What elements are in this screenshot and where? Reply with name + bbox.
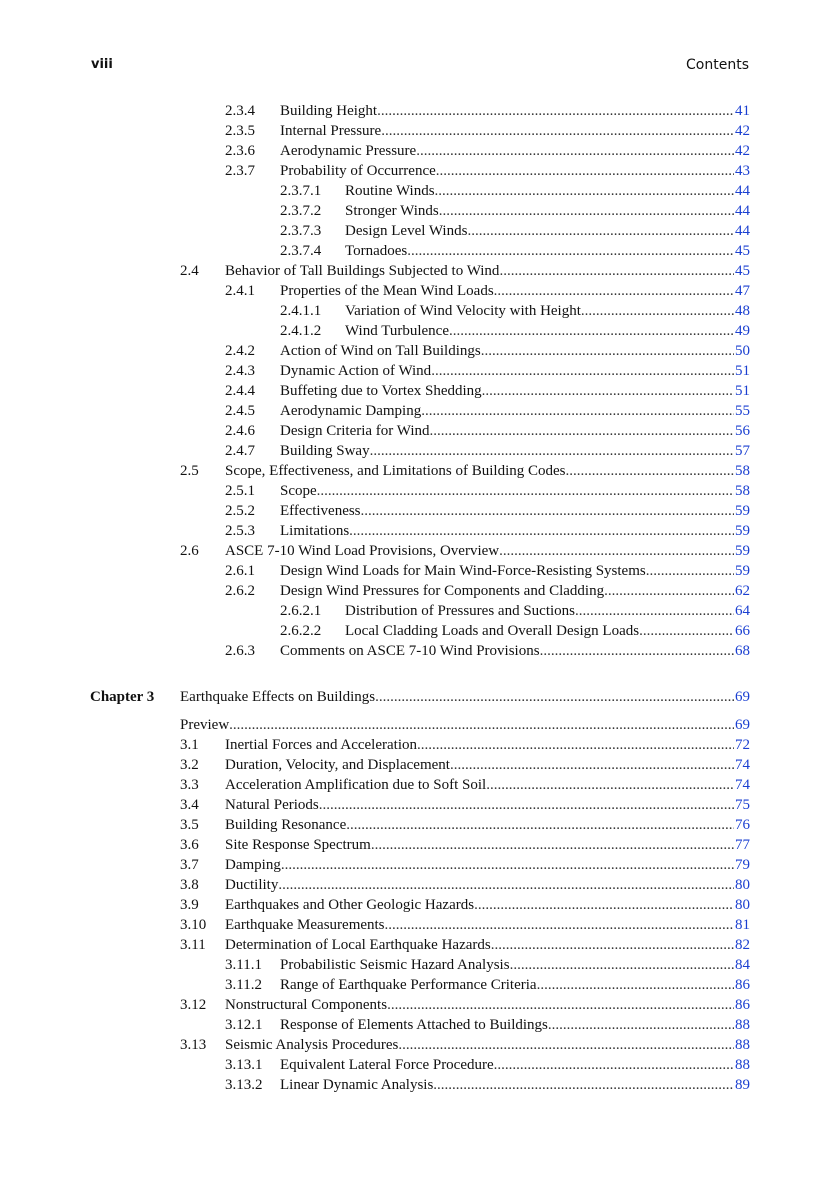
toc-entry-page-link[interactable]: 55	[735, 403, 750, 419]
toc-entry-line	[345, 601, 750, 621]
page-number: viii	[91, 57, 113, 72]
toc-entry[interactable]	[0, 421, 840, 441]
toc-entry-title: Earthquakes and Other Geologic Hazards	[225, 897, 475, 913]
toc-entry-number: 2.3.5	[225, 123, 255, 139]
toc-entry-title: Natural Periods	[225, 797, 319, 813]
toc-entry[interactable]	[0, 775, 840, 795]
leader-dots	[385, 915, 734, 935]
table-of-contents	[0, 101, 840, 1095]
toc-entry[interactable]	[0, 201, 840, 221]
toc-entry[interactable]	[0, 121, 840, 141]
leader-dots	[317, 481, 734, 501]
toc-entry-page-link[interactable]: 68	[735, 643, 750, 659]
toc-section-chapter-2	[0, 101, 840, 661]
toc-entry-page-link[interactable]: 58	[735, 483, 750, 499]
toc-entry[interactable]	[0, 301, 840, 321]
toc-entry-number: 2.5.1	[225, 483, 255, 499]
toc-entry[interactable]	[0, 561, 840, 581]
leader-dots	[548, 1015, 734, 1035]
toc-entry-line	[280, 161, 750, 181]
toc-entry-line	[225, 815, 750, 835]
toc-entry[interactable]	[0, 381, 840, 401]
toc-entry-line	[225, 755, 750, 775]
leader-dots	[540, 641, 734, 661]
toc-entry-number: 3.8	[180, 877, 199, 893]
toc-entry[interactable]	[0, 875, 840, 895]
toc-entry-number: 2.5	[180, 463, 199, 479]
toc-entry-page-link[interactable]: 76	[735, 817, 750, 833]
toc-entry-title: Variation of Wind Velocity with Height	[345, 303, 581, 319]
toc-entry[interactable]	[0, 1055, 840, 1075]
toc-entry-line	[280, 501, 750, 521]
toc-entry-page-link[interactable]: 88	[735, 1037, 750, 1053]
leader-dots	[499, 261, 734, 281]
toc-entry-title: Properties of the Mean Wind Loads	[280, 283, 494, 299]
toc-entry-number: 3.2	[180, 757, 199, 773]
toc-entry-number: 3.4	[180, 797, 199, 813]
toc-entry-title: Linear Dynamic Analysis	[280, 1077, 434, 1093]
toc-entry-page-link[interactable]: 62	[735, 583, 750, 599]
leader-dots	[349, 521, 734, 541]
toc-entry[interactable]	[0, 181, 840, 201]
toc-entry-title: Probability of Occurrence	[280, 163, 436, 179]
toc-entry-number: 2.4.2	[225, 343, 255, 359]
toc-entry-number: 3.13.1	[225, 1057, 263, 1073]
toc-entry[interactable]	[0, 321, 840, 341]
toc-entry-page-link[interactable]: 72	[735, 737, 750, 753]
toc-entry[interactable]	[0, 1075, 840, 1095]
toc-entry-page-link[interactable]: 47	[735, 283, 750, 299]
toc-entry-line	[280, 121, 750, 141]
toc-entry-page-link[interactable]: 86	[735, 997, 750, 1013]
toc-entry[interactable]	[0, 401, 840, 421]
toc-entry-title: Aerodynamic Damping	[280, 403, 422, 419]
toc-entry-title: Scope, Effectiveness, and Limitations of Building Codes	[225, 463, 566, 479]
toc-entry-title: Design Wind Loads for Main Wind-Force-Resisting Systems	[280, 563, 646, 579]
toc-entry-page-link[interactable]: 58	[735, 463, 750, 479]
toc-entry-number: 2.4.1	[225, 283, 255, 299]
leader-dots	[604, 581, 734, 601]
toc-entry-title: Routine Winds	[345, 183, 435, 199]
toc-entry[interactable]	[0, 835, 840, 855]
toc-entry-page-link[interactable]: 74	[735, 757, 750, 773]
toc-entry[interactable]	[0, 441, 840, 461]
toc-entry-title: Equivalent Lateral Force Procedure	[280, 1057, 494, 1073]
toc-entry-line	[345, 221, 750, 241]
leader-dots	[474, 895, 734, 915]
toc-entry-title: Distribution of Pressures and Suctions	[345, 603, 575, 619]
toc-entry-page-link[interactable]: 75	[735, 797, 750, 813]
toc-entry-page-link[interactable]: 56	[735, 423, 750, 439]
toc-entry[interactable]	[0, 715, 840, 735]
leader-dots	[377, 101, 734, 121]
toc-entry-title: Response of Elements Attached to Buildings	[280, 1017, 548, 1033]
toc-entry-title: Wind Turbulence	[345, 323, 449, 339]
toc-entry-line	[280, 281, 750, 301]
toc-entry[interactable]	[0, 975, 840, 995]
toc-entry[interactable]	[0, 501, 840, 521]
toc-entry[interactable]	[0, 341, 840, 361]
toc-entry-line	[225, 735, 750, 755]
toc-entry[interactable]	[0, 735, 840, 755]
toc-entry-line	[345, 301, 750, 321]
leader-dots	[436, 161, 734, 181]
leader-dots	[486, 775, 734, 795]
leader-dots	[371, 835, 734, 855]
toc-entry-page-link[interactable]: 51	[735, 363, 750, 379]
toc-entry-number: 3.5	[180, 817, 199, 833]
toc-entry-number: 2.4.6	[225, 423, 255, 439]
toc-entry-line	[345, 181, 750, 201]
toc-entry-number: 2.4.1.1	[280, 303, 322, 319]
toc-entry-number: 3.3	[180, 777, 199, 793]
toc-entry-line	[280, 421, 750, 441]
leader-dots	[398, 1035, 734, 1055]
toc-entry-number: 3.6	[180, 837, 199, 853]
toc-entry-page-link[interactable]: 59	[735, 503, 750, 519]
toc-entry[interactable]	[0, 101, 840, 121]
toc-entry-number: 2.3.7.4	[280, 243, 322, 259]
toc-entry-page-link[interactable]: 88	[735, 1057, 750, 1073]
toc-entry-line	[280, 101, 750, 121]
toc-entry-number: 2.6.2.2	[280, 623, 322, 639]
toc-entry-line	[280, 955, 750, 975]
leader-dots	[375, 687, 734, 707]
toc-entry-number: 2.6	[180, 543, 199, 559]
toc-entry-page-link[interactable]: 59	[735, 523, 750, 539]
toc-entry-number: 3.11.1	[225, 957, 262, 973]
toc-entry-line	[345, 241, 750, 261]
toc-entry-number: 3.11.2	[225, 977, 262, 993]
running-header-title: Contents	[686, 57, 749, 73]
toc-entry[interactable]	[0, 1015, 840, 1035]
toc-entry-title: Ductility	[225, 877, 279, 893]
toc-entry-title: Design Level Winds	[345, 223, 468, 239]
toc-entry-line	[280, 641, 750, 661]
toc-entry-number: 2.4	[180, 263, 199, 279]
leader-dots	[481, 341, 734, 361]
leader-dots	[433, 1075, 734, 1095]
toc-entry-line	[345, 321, 750, 341]
leader-dots	[229, 715, 734, 735]
toc-entry[interactable]	[0, 621, 840, 641]
leader-dots	[346, 815, 734, 835]
toc-entry-line	[225, 461, 750, 481]
toc-entry-page-link[interactable]: 44	[735, 223, 750, 239]
leader-dots	[381, 121, 734, 141]
toc-entry-page-link[interactable]: 84	[735, 957, 750, 973]
toc-entry-line	[225, 895, 750, 915]
toc-entry-page-link[interactable]: 49	[735, 323, 750, 339]
toc-entry-title: ASCE 7-10 Wind Load Provisions, Overview	[225, 543, 500, 559]
toc-entry[interactable]	[0, 141, 840, 161]
toc-entry-title: Duration, Velocity, and Displacement	[225, 757, 450, 773]
toc-entry-line	[280, 481, 750, 501]
toc-entry-title: Preview	[180, 717, 230, 733]
toc-entry-number: 2.4.1.2	[280, 323, 322, 339]
toc-entry[interactable]	[0, 895, 840, 915]
toc-entry-number: 2.6.1	[225, 563, 255, 579]
toc-entry-title: Seismic Analysis Procedures	[225, 1037, 399, 1053]
toc-entry-title: Buffeting due to Vortex Shedding	[280, 383, 482, 399]
leader-dots	[494, 281, 734, 301]
toc-entry-title: Earthquake Measurements	[225, 917, 385, 933]
toc-entry-page-link[interactable]: 74	[735, 777, 750, 793]
toc-entry[interactable]	[0, 755, 840, 775]
toc-entry-number: 2.4.4	[225, 383, 255, 399]
toc-entry-page-link[interactable]: 80	[735, 877, 750, 893]
leader-dots	[449, 321, 734, 341]
toc-entry-page-link[interactable]: 44	[735, 183, 750, 199]
toc-entry-title: Aerodynamic Pressure	[280, 143, 417, 159]
toc-entry-number: 2.3.4	[225, 103, 255, 119]
toc-entry-line	[180, 715, 750, 735]
toc-entry-title: Design Criteria for Wind	[280, 423, 430, 439]
leader-dots	[431, 361, 734, 381]
toc-entry-title: Scope	[280, 483, 317, 499]
toc-entry[interactable]	[0, 581, 840, 601]
toc-entry-line	[280, 581, 750, 601]
toc-entry-number: 3.10	[180, 917, 207, 933]
toc-entry-number: 2.6.2.1	[280, 603, 322, 619]
toc-entry-number: 2.3.7.1	[280, 183, 322, 199]
toc-entry-title: Range of Earthquake Performance Criteria	[280, 977, 537, 993]
toc-entry-line	[280, 361, 750, 381]
toc-entry-line	[280, 1015, 750, 1035]
toc-entry-title: Acceleration Amplification due to Soft Soil	[225, 777, 487, 793]
toc-entry[interactable]	[0, 1035, 840, 1055]
toc-entry-title: Design Wind Pressures for Components and Cladding	[280, 583, 605, 599]
toc-entry-page-link[interactable]: 50	[735, 343, 750, 359]
toc-entry-line	[280, 1075, 750, 1095]
toc-entry-page-link[interactable]: 86	[735, 977, 750, 993]
toc-entry-line	[225, 261, 750, 281]
leader-dots	[491, 935, 734, 955]
toc-entry[interactable]	[0, 461, 840, 481]
toc-entry-line	[225, 835, 750, 855]
toc-entry-page-link[interactable]: 89	[735, 1077, 750, 1093]
toc-entry-title: Nonstructural Components	[225, 997, 388, 1013]
leader-dots	[646, 561, 734, 581]
toc-entry-title: Site Response Spectrum	[225, 837, 371, 853]
toc-entry-page-link[interactable]: 42	[735, 143, 750, 159]
toc-entry[interactable]	[0, 795, 840, 815]
toc-entry-number: 3.7	[180, 857, 199, 873]
toc-entry-page-link[interactable]: 45	[735, 263, 750, 279]
toc-entry-title: Inertial Forces and Acceleration	[225, 737, 417, 753]
leader-dots	[581, 301, 734, 321]
toc-entry-line	[225, 935, 750, 955]
leader-dots	[281, 855, 734, 875]
toc-entry-line	[280, 381, 750, 401]
toc-entry-number: 2.4.7	[225, 443, 255, 459]
leader-dots	[319, 795, 734, 815]
toc-entry-number: 2.5.2	[225, 503, 255, 519]
toc-entry-number: 3.12.1	[225, 1017, 263, 1033]
toc-entry-title: Internal Pressure	[280, 123, 382, 139]
toc-entry[interactable]	[0, 541, 840, 561]
toc-entry[interactable]	[0, 955, 840, 975]
leader-dots	[361, 501, 734, 521]
toc-entry-number: 3.13	[180, 1037, 207, 1053]
toc-entry-title: Effectiveness	[280, 503, 361, 519]
toc-entry-page-link[interactable]: 79	[735, 857, 750, 873]
toc-entry-line	[280, 975, 750, 995]
toc-entry-page-link[interactable]: 42	[735, 123, 750, 139]
toc-entry[interactable]	[0, 361, 840, 381]
toc-entry-line	[225, 1035, 750, 1055]
toc-entry-title: Action of Wind on Tall Buildings	[280, 343, 481, 359]
leader-dots	[639, 621, 734, 641]
leader-dots	[494, 1055, 734, 1075]
toc-entry-page-link[interactable]: 88	[735, 1017, 750, 1033]
toc-entry-number: 2.3.7	[225, 163, 255, 179]
toc-entry-page-link[interactable]: 51	[735, 383, 750, 399]
leader-dots	[421, 401, 734, 421]
toc-entry-line	[280, 441, 750, 461]
toc-entry[interactable]	[0, 601, 840, 621]
toc-section-chapter-3	[0, 715, 840, 1095]
toc-entry-page-link[interactable]: 69	[735, 717, 750, 733]
toc-entry-number: 2.6.2	[225, 583, 255, 599]
leader-dots	[575, 601, 734, 621]
leader-dots	[499, 541, 734, 561]
toc-entry-number: 2.3.6	[225, 143, 255, 159]
toc-entry-number: 3.13.2	[225, 1077, 263, 1093]
toc-entry-number: 3.9	[180, 897, 199, 913]
toc-entry[interactable]	[0, 241, 840, 261]
leader-dots	[435, 181, 734, 201]
toc-entry-title: Building Height	[280, 103, 378, 119]
leader-dots	[482, 381, 734, 401]
toc-entry-title: Behavior of Tall Buildings Subjected to Wind	[225, 263, 500, 279]
toc-chapter-entry[interactable]	[0, 687, 840, 711]
leader-dots	[416, 141, 734, 161]
toc-entry[interactable]	[0, 641, 840, 661]
toc-entry-line	[225, 915, 750, 935]
leader-dots	[278, 875, 734, 895]
toc-entry-line	[225, 795, 750, 815]
toc-entry[interactable]	[0, 261, 840, 281]
toc-entry-number: 3.1	[180, 737, 199, 753]
toc-entry-title: Determination of Local Earthquake Hazards	[225, 937, 491, 953]
toc-entry-number: 2.3.7.3	[280, 223, 322, 239]
leader-dots	[387, 995, 734, 1015]
leader-dots	[467, 221, 734, 241]
toc-entry-title: Limitations	[280, 523, 350, 539]
toc-entry-title: Local Cladding Loads and Overall Design Loads	[345, 623, 640, 639]
toc-entry-page-link[interactable]: 82	[735, 937, 750, 953]
toc-entry-page-link[interactable]: 43	[735, 163, 750, 179]
leader-dots	[439, 201, 734, 221]
toc-entry-line	[280, 1055, 750, 1075]
toc-entry-number: 2.4.5	[225, 403, 255, 419]
toc-entry[interactable]	[0, 815, 840, 835]
leader-dots	[417, 735, 734, 755]
toc-entry[interactable]	[0, 481, 840, 501]
toc-entry-line	[280, 401, 750, 421]
toc-entry[interactable]	[0, 221, 840, 241]
toc-entry[interactable]	[0, 281, 840, 301]
toc-entry-line	[280, 561, 750, 581]
toc-entry-title: Building Sway	[280, 443, 370, 459]
toc-entry[interactable]	[0, 995, 840, 1015]
chapter-label: Chapter 3	[90, 689, 155, 705]
toc-entry-title: Building Resonance	[225, 817, 347, 833]
toc-entry-title: Tornadoes	[345, 243, 408, 259]
toc-entry-line	[280, 141, 750, 161]
toc-entry-page-link[interactable]: 57	[735, 443, 750, 459]
leader-dots	[370, 441, 734, 461]
leader-dots	[537, 975, 734, 995]
toc-entry-title: Comments on ASCE 7-10 Wind Provisions	[280, 643, 540, 659]
toc-entry-line	[225, 775, 750, 795]
toc-entry[interactable]	[0, 161, 840, 181]
toc-entry-number: 3.11	[180, 937, 206, 953]
toc-entry-page-link[interactable]: 64	[735, 603, 750, 619]
leader-dots	[450, 755, 734, 775]
toc-entry[interactable]	[0, 935, 840, 955]
toc-entry-page-link[interactable]: 59	[735, 563, 750, 579]
toc-entry-page-link[interactable]: 81	[735, 917, 750, 933]
toc-entry-page-link[interactable]: 45	[735, 243, 750, 259]
leader-dots	[407, 241, 734, 261]
toc-entry-line	[345, 201, 750, 221]
toc-entry-line	[280, 341, 750, 361]
toc-entry-number: 2.5.3	[225, 523, 255, 539]
leader-dots	[510, 955, 734, 975]
toc-entry[interactable]	[0, 855, 840, 875]
toc-entry-number: 2.3.7.2	[280, 203, 322, 219]
toc-entry[interactable]	[0, 915, 840, 935]
chapter-gap	[0, 661, 840, 687]
toc-entry-line	[225, 855, 750, 875]
chapter-entry-line	[180, 687, 750, 707]
toc-entry-page-link[interactable]: 77	[735, 837, 750, 853]
toc-entry-title: Stronger Winds	[345, 203, 439, 219]
toc-entry-line	[225, 541, 750, 561]
toc-entry-number: 2.6.3	[225, 643, 255, 659]
chapter-page-link[interactable]: 69	[735, 689, 750, 705]
toc-entry-line	[345, 621, 750, 641]
toc-entry-page-link[interactable]: 41	[735, 103, 750, 119]
toc-entry-title: Damping	[225, 857, 281, 873]
leader-dots	[566, 461, 734, 481]
toc-entry-line	[225, 995, 750, 1015]
toc-entry-page-link[interactable]: 48	[735, 303, 750, 319]
chapter-title: Earthquake Effects on Buildings	[180, 689, 376, 705]
toc-entry-title: Probabilistic Seismic Hazard Analysis	[280, 957, 510, 973]
toc-entry[interactable]	[0, 521, 840, 541]
leader-dots	[430, 421, 734, 441]
toc-entry-line	[280, 521, 750, 541]
toc-entry-page-link[interactable]: 66	[735, 623, 750, 639]
toc-entry-page-link[interactable]: 80	[735, 897, 750, 913]
toc-entry-number: 2.4.3	[225, 363, 255, 379]
toc-entry-number: 3.12	[180, 997, 207, 1013]
toc-entry-line	[225, 875, 750, 895]
toc-entry-title: Dynamic Action of Wind	[280, 363, 432, 379]
toc-entry-page-link[interactable]: 44	[735, 203, 750, 219]
toc-entry-page-link[interactable]: 59	[735, 543, 750, 559]
